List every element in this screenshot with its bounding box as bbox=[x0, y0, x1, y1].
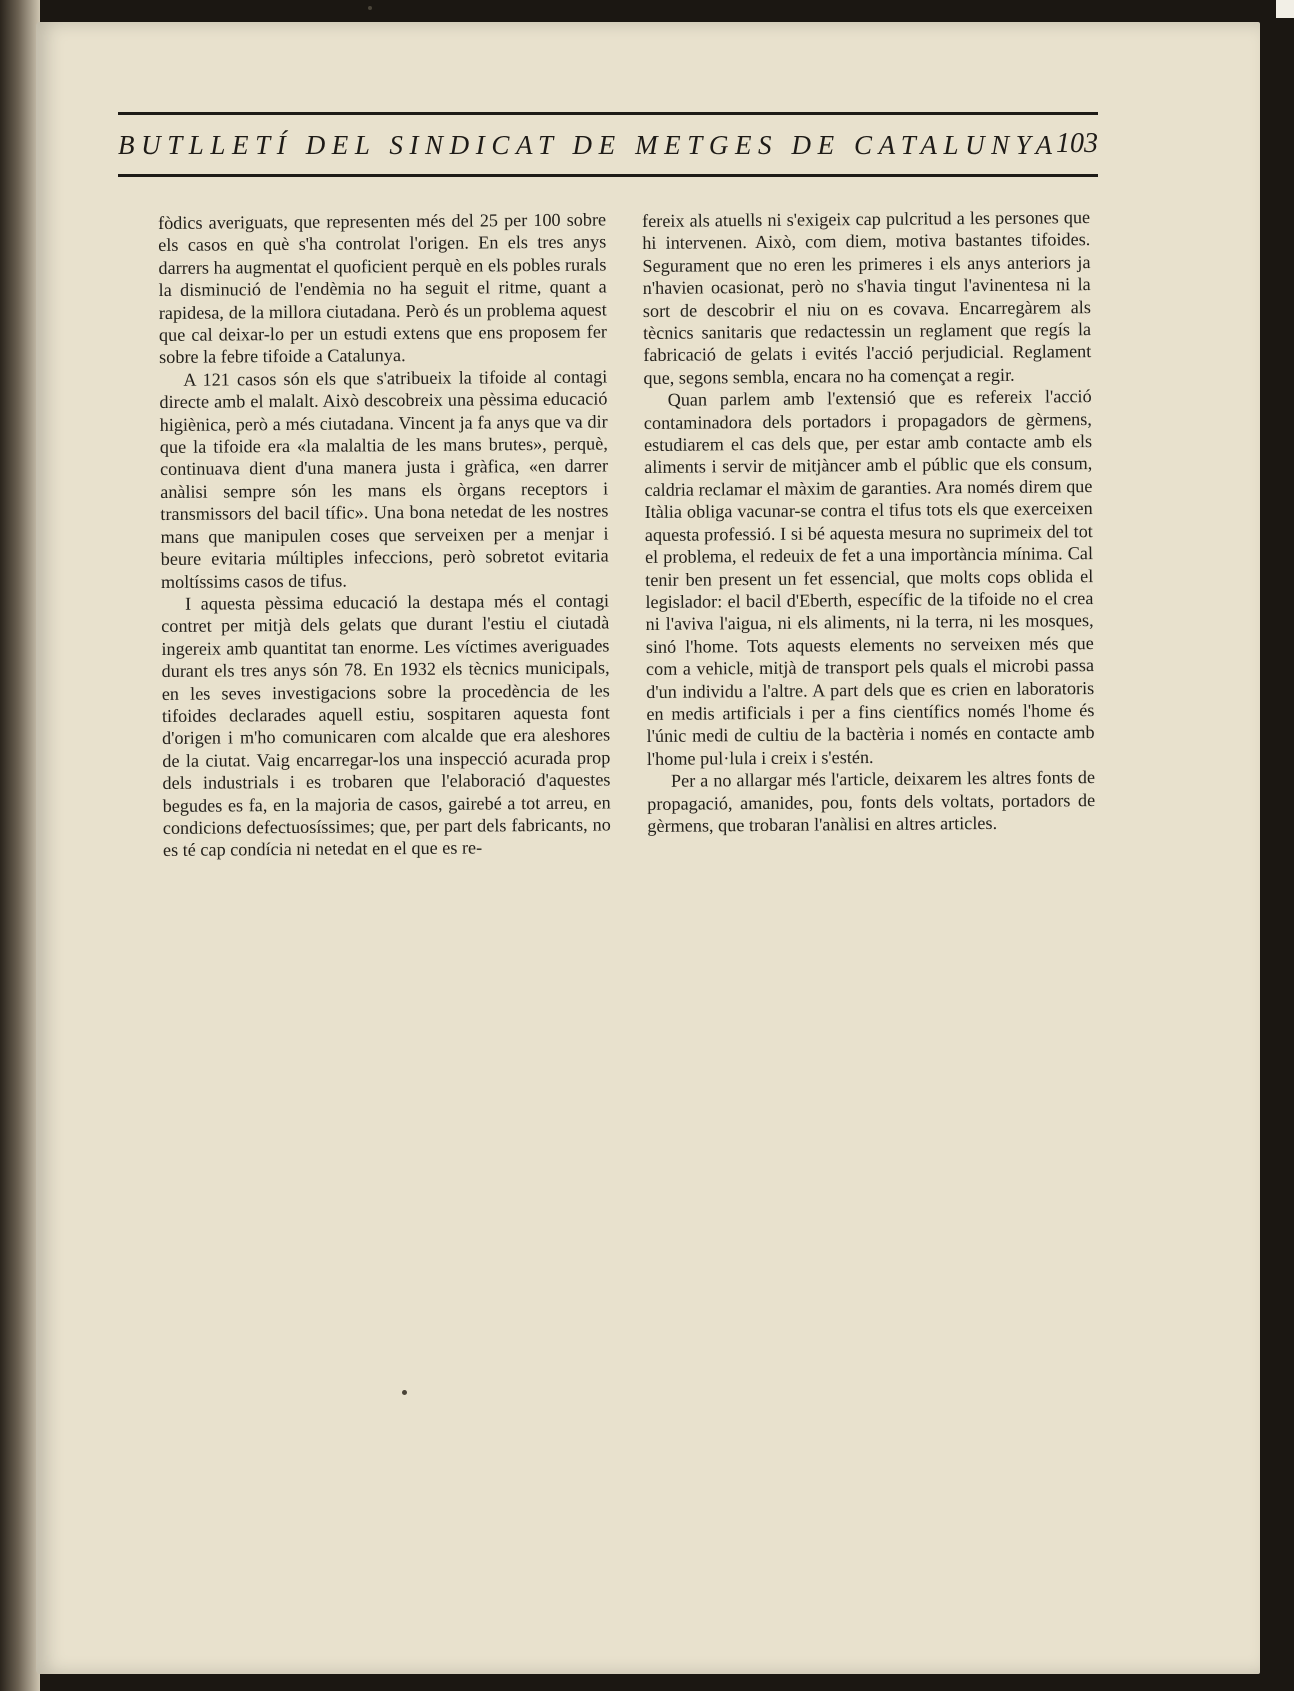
page-number: 103 bbox=[1056, 128, 1098, 159]
scan-corner bbox=[1276, 0, 1294, 18]
journal-title: BUTLLETÍ DEL SINDICAT DE METGES DE CATALUNYA bbox=[118, 130, 1059, 160]
paragraph: fereix als atuells ni s'exigeix cap pulcritud a les persones que hi intervenen. Això, com diem, motiva bastantes tifoides. Segurament que no eren les primeres i els anys anteriors ja n'havien ocasionat, però no s'havia tingut l'avinentesa ni la sort de descobrir el niu on es covava. Encarregàrem als tècnics sanitaris que redactessin un reglament que regís la fabricació de gelats i evités l'acció perjudicial. Reglament que, segons sembla, encara no ha començat a regir. bbox=[642, 207, 1092, 388]
header-rule-top bbox=[118, 112, 1098, 115]
text-column-left bbox=[158, 208, 611, 861]
paragraph: A 121 casos són els que s'atribueix la tifoide al contagi directe amb el malalt. Això descobreix una pèssima educació higiènica, però a més ciutadana. Vincent ja fa anys que va dir que la tifoide era «la malaltia de les mans brutes», perquè, continuava dient d'una manera justa i gràfica, «en darrer anàlisi sempre són les mans els òrgans receptors i transmissors del bacil tífic». Una bona netedat de les nostres mans que manipulen coses que serveixen per a menjar i beure evitaria múltiples infeccions, però sobretot evitaria moltíssims casos de tifus. bbox=[159, 366, 609, 592]
paper-speck bbox=[402, 1390, 407, 1395]
paragraph: Per a no allargar més l'article, deixarem les altres fonts de propagació, amanides, pou, fonts dels voltats, portadors de gèrmens, que trobaran l'anàlisi en altres articles. bbox=[647, 767, 1096, 836]
running-header bbox=[118, 92, 1098, 190]
paragraph: I aquesta pèssima educació la destapa més el contagi contret per mitjà dels gelats que durant l'estiu el ciutadà ingereix amb quantitat tan enorme. Les víctimes averiguades durant els tres anys són 78. En 1932 els tècnics municipals, en les seves investigacions sobre la procedència de les tifoides declarades aquell estiu, sospitaren aquesta font d'origen i m'ho comunicaren com alcalde que era aleshores de la ciutat. Vaig encarregar-los una inspecció acurada prop dels industrials i es trobaren que l'elaboració d'aquestes begudes es fa, en la majoria de casos, gairebé a tot arreu, en condicions defectuosíssimes; que, per part dels fabricants, no es té cap condícia ni netedat en el que es re- bbox=[161, 590, 611, 861]
text-column-right bbox=[642, 206, 1095, 837]
paper-speck bbox=[368, 6, 372, 10]
paragraph: fòdics averiguats, que representen més del 25 per 100 sobre els casos en què s'ha controlat l'origen. En els tres anys darrers ha augmentat el quoficient perquè en els pobles rurals la disminució de l'endèmia no ha seguit el ritme, quant a rapidesa, de la millora ciutadana. Però és un problema aquest que cal deixar-lo per un estudi extens que ens proposem fer sobre la febre tifoide a Catalunya. bbox=[158, 209, 608, 368]
book-binding-edge bbox=[0, 0, 40, 1691]
header-rule-bottom bbox=[118, 174, 1098, 177]
paragraph: Quan parlem amb l'extensió que es refereix l'acció contaminadora dels portadors i propagadors de gèrmens, estudiarem el cas dels que, per estar amb contacte amb els aliments i servir de mitjàncer amb el públic que els consum, caldria reclamar el màxim de garanties. Ara només direm que Itàlia obliga vacunar-se contra el tifus tots els que exerceixen aquesta professió. I si bé aquesta mesura no suprimeix del tot el problema, el redeuix de fet a una importància mínima. Cal tenir ben present un fet essencial, que molts cops oblida el legislador: el bacil d'Eberth, específic de la tifoide no el crea ni l'aviva l'aigua, ni els aliments, ni la terra, ni les mosques, sinó l'home. Tots aquests elements no serveixen més que com a vehicle, mitjà de transport pels quals el microbi passa d'un individu a l'altre. A part dels que es crien en laboratoris en medis artificials i per a fins científics només l'home és l'únic medi de cultiu de la bactèria i només en contacte amb l'home pul·lula i creix i s'estén. bbox=[643, 386, 1095, 769]
